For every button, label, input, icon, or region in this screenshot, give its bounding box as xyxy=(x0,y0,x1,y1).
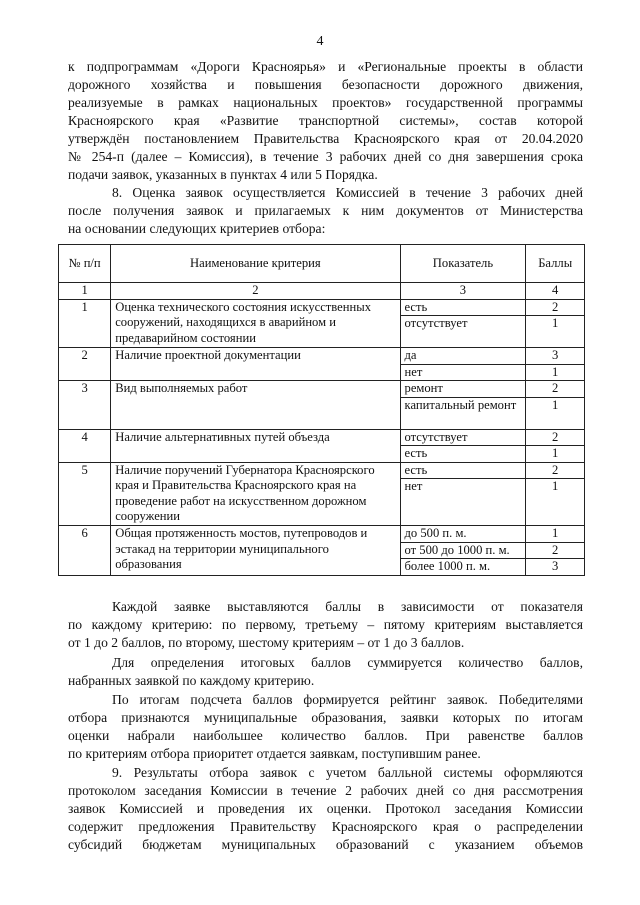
points-cell xyxy=(526,462,585,526)
header-criterion: Наименование критерия xyxy=(111,245,400,283)
text-line: подачи заявок, указанных в пунктах 4 или 5 Порядка. xyxy=(68,167,378,182)
points: 2 xyxy=(526,430,584,447)
indicator-cell xyxy=(400,381,526,430)
points: 2 xyxy=(526,543,584,560)
indicator: отсутствует xyxy=(401,430,526,447)
paragraph-9 xyxy=(68,764,583,854)
text-line: Красноярского края «Развитие транспортной системы», состав которой xyxy=(68,113,583,128)
criteria-table xyxy=(58,244,585,576)
table-row xyxy=(59,462,585,526)
indicator: ремонт xyxy=(401,381,526,398)
col-number: 1 xyxy=(59,283,111,300)
text-line: дорожного хозяйства и повышения безопасности дорожного движения, xyxy=(68,77,583,92)
points-cell xyxy=(526,526,585,576)
indicator: до 500 п. м. xyxy=(401,526,526,543)
indicator: нет xyxy=(404,479,423,493)
table-row xyxy=(59,429,585,462)
text-line: субсидий бюджетам муниципальных образований с указанием объемов xyxy=(68,837,583,852)
table-row xyxy=(59,381,585,430)
header-points: Баллы xyxy=(526,245,585,283)
points: 1 xyxy=(552,479,559,493)
indicator: есть xyxy=(401,463,526,480)
indicator-cell xyxy=(400,348,526,381)
criterion-name: Общая протяженность мостов, путепроводов и эстакад на территории муниципального образования xyxy=(111,526,400,576)
col-number: 3 xyxy=(400,283,526,300)
scoring-paragraph xyxy=(68,598,583,652)
indicator: от 500 до 1000 п. м. xyxy=(401,543,526,560)
points-cell xyxy=(526,381,585,430)
criterion-name: Наличие поручений Губернатора Красноярского края и Правительства Красноярского края на проведение работ на искусственном дорожном сооружении xyxy=(111,462,400,526)
criterion-name: Наличие проектной документации xyxy=(111,348,400,381)
points: 1 xyxy=(552,316,559,330)
text-line: Каждой заявке выставляются баллы в зависимости от показателя xyxy=(112,599,583,614)
page-number: 4 xyxy=(316,34,324,49)
row-num: 2 xyxy=(59,348,111,381)
criterion-name: Наличие альтернативных путей объезда xyxy=(111,429,400,462)
text-line: № 254-п (далее – Комиссия), в течение 3 рабочих дней со дня завершения срока xyxy=(68,149,583,164)
indicator-cell xyxy=(400,526,526,576)
table-row xyxy=(59,348,585,381)
points-cell xyxy=(526,348,585,381)
text-line: По итогам подсчета баллов формируется рейтинг заявок. Победителями xyxy=(112,692,583,707)
text-line: содержит предложения Правительству Красноярского края о распределении xyxy=(68,819,583,834)
text-line: 9. Результаты отбора заявок с учетом балльной системы оформляются xyxy=(112,765,583,780)
points-cell xyxy=(526,299,585,348)
indicator-cell xyxy=(400,429,526,462)
table-row xyxy=(59,526,585,576)
indicator: отсутствует xyxy=(404,316,468,330)
points-cell xyxy=(526,429,585,462)
row-num: 4 xyxy=(59,429,111,462)
indicator: более 1000 п. м. xyxy=(404,559,491,573)
summation-paragraph xyxy=(68,654,583,690)
text-line: реализуемые в рамках национальных проектов» государственной программы xyxy=(68,95,583,110)
row-num: 5 xyxy=(59,462,111,526)
text-line: отбора признаются муниципальные образования, заявки которых по итогам xyxy=(68,710,583,725)
text-line: заявок Комиссией и проведения их оценки. Протокол заседания Комиссии xyxy=(68,801,583,816)
points: 1 xyxy=(526,526,584,543)
table-header-row xyxy=(59,245,585,283)
intro-paragraph xyxy=(68,58,583,184)
col-number: 2 xyxy=(111,283,400,300)
indicator: есть xyxy=(401,300,526,317)
rating-paragraph xyxy=(68,691,583,763)
text-line: 8. Оценка заявок осуществляется Комиссией в течение 3 рабочих дней xyxy=(112,185,583,200)
row-num: 6 xyxy=(59,526,111,576)
col-number: 4 xyxy=(526,283,585,300)
text-line: к подпрограммам «Дороги Красноярья» и «Региональные проекты в области xyxy=(68,59,583,74)
text-line: набранных заявкой по каждому критерию. xyxy=(68,673,315,688)
text-line: утверждён постановлением Правительства Красноярского края от 20.04.2020 xyxy=(68,131,583,146)
text-line: от 1 до 2 баллов, по второму, шестому критериям – от 1 до 3 баллов. xyxy=(68,635,465,650)
points: 2 xyxy=(526,300,584,317)
table-row xyxy=(59,299,585,348)
points: 1 xyxy=(552,397,559,412)
indicator: капитальный ремонт xyxy=(404,397,517,412)
text-line: протоколом заседания Комиссии в течение 2 рабочих дней со дня рассмотрения xyxy=(68,783,583,798)
paragraph-8 xyxy=(68,184,583,238)
column-numbering-row xyxy=(59,283,585,300)
points: 1 xyxy=(552,364,559,379)
text-line: после получения заявок и прилагаемых к ним документов от Министерства xyxy=(68,203,583,218)
row-num: 3 xyxy=(59,381,111,430)
indicator: есть xyxy=(404,446,428,460)
points: 3 xyxy=(552,559,559,573)
text-line: по каждому критерию: по первому, третьему – пятому критериям выставляется xyxy=(68,617,583,632)
header-indicator: Показатель xyxy=(400,245,526,283)
indicator: нет xyxy=(404,364,423,379)
header-num: № п/п xyxy=(59,245,111,283)
text-line: Для определения итоговых баллов суммируется количество баллов, xyxy=(112,655,583,670)
text-line: на основании следующих критериев отбора: xyxy=(68,221,326,236)
criterion-name: Оценка технического состояния искусственных сооружений, находящихся в аварийном и предаварийном состоянии xyxy=(111,299,400,348)
indicator-cell xyxy=(400,462,526,526)
text-line: оценки набрали наибольшее количество баллов. При равенстве баллов xyxy=(68,728,583,743)
points: 2 xyxy=(526,381,584,398)
points: 3 xyxy=(526,348,584,365)
indicator: да xyxy=(401,348,526,365)
row-num: 1 xyxy=(59,299,111,348)
indicator-cell xyxy=(400,299,526,348)
text-line: по критериям отбора приоритет отдается заявкам, поступившим ранее. xyxy=(68,746,481,761)
points: 1 xyxy=(552,446,559,460)
criterion-name: Вид выполняемых работ xyxy=(111,381,400,430)
points: 2 xyxy=(526,463,584,480)
